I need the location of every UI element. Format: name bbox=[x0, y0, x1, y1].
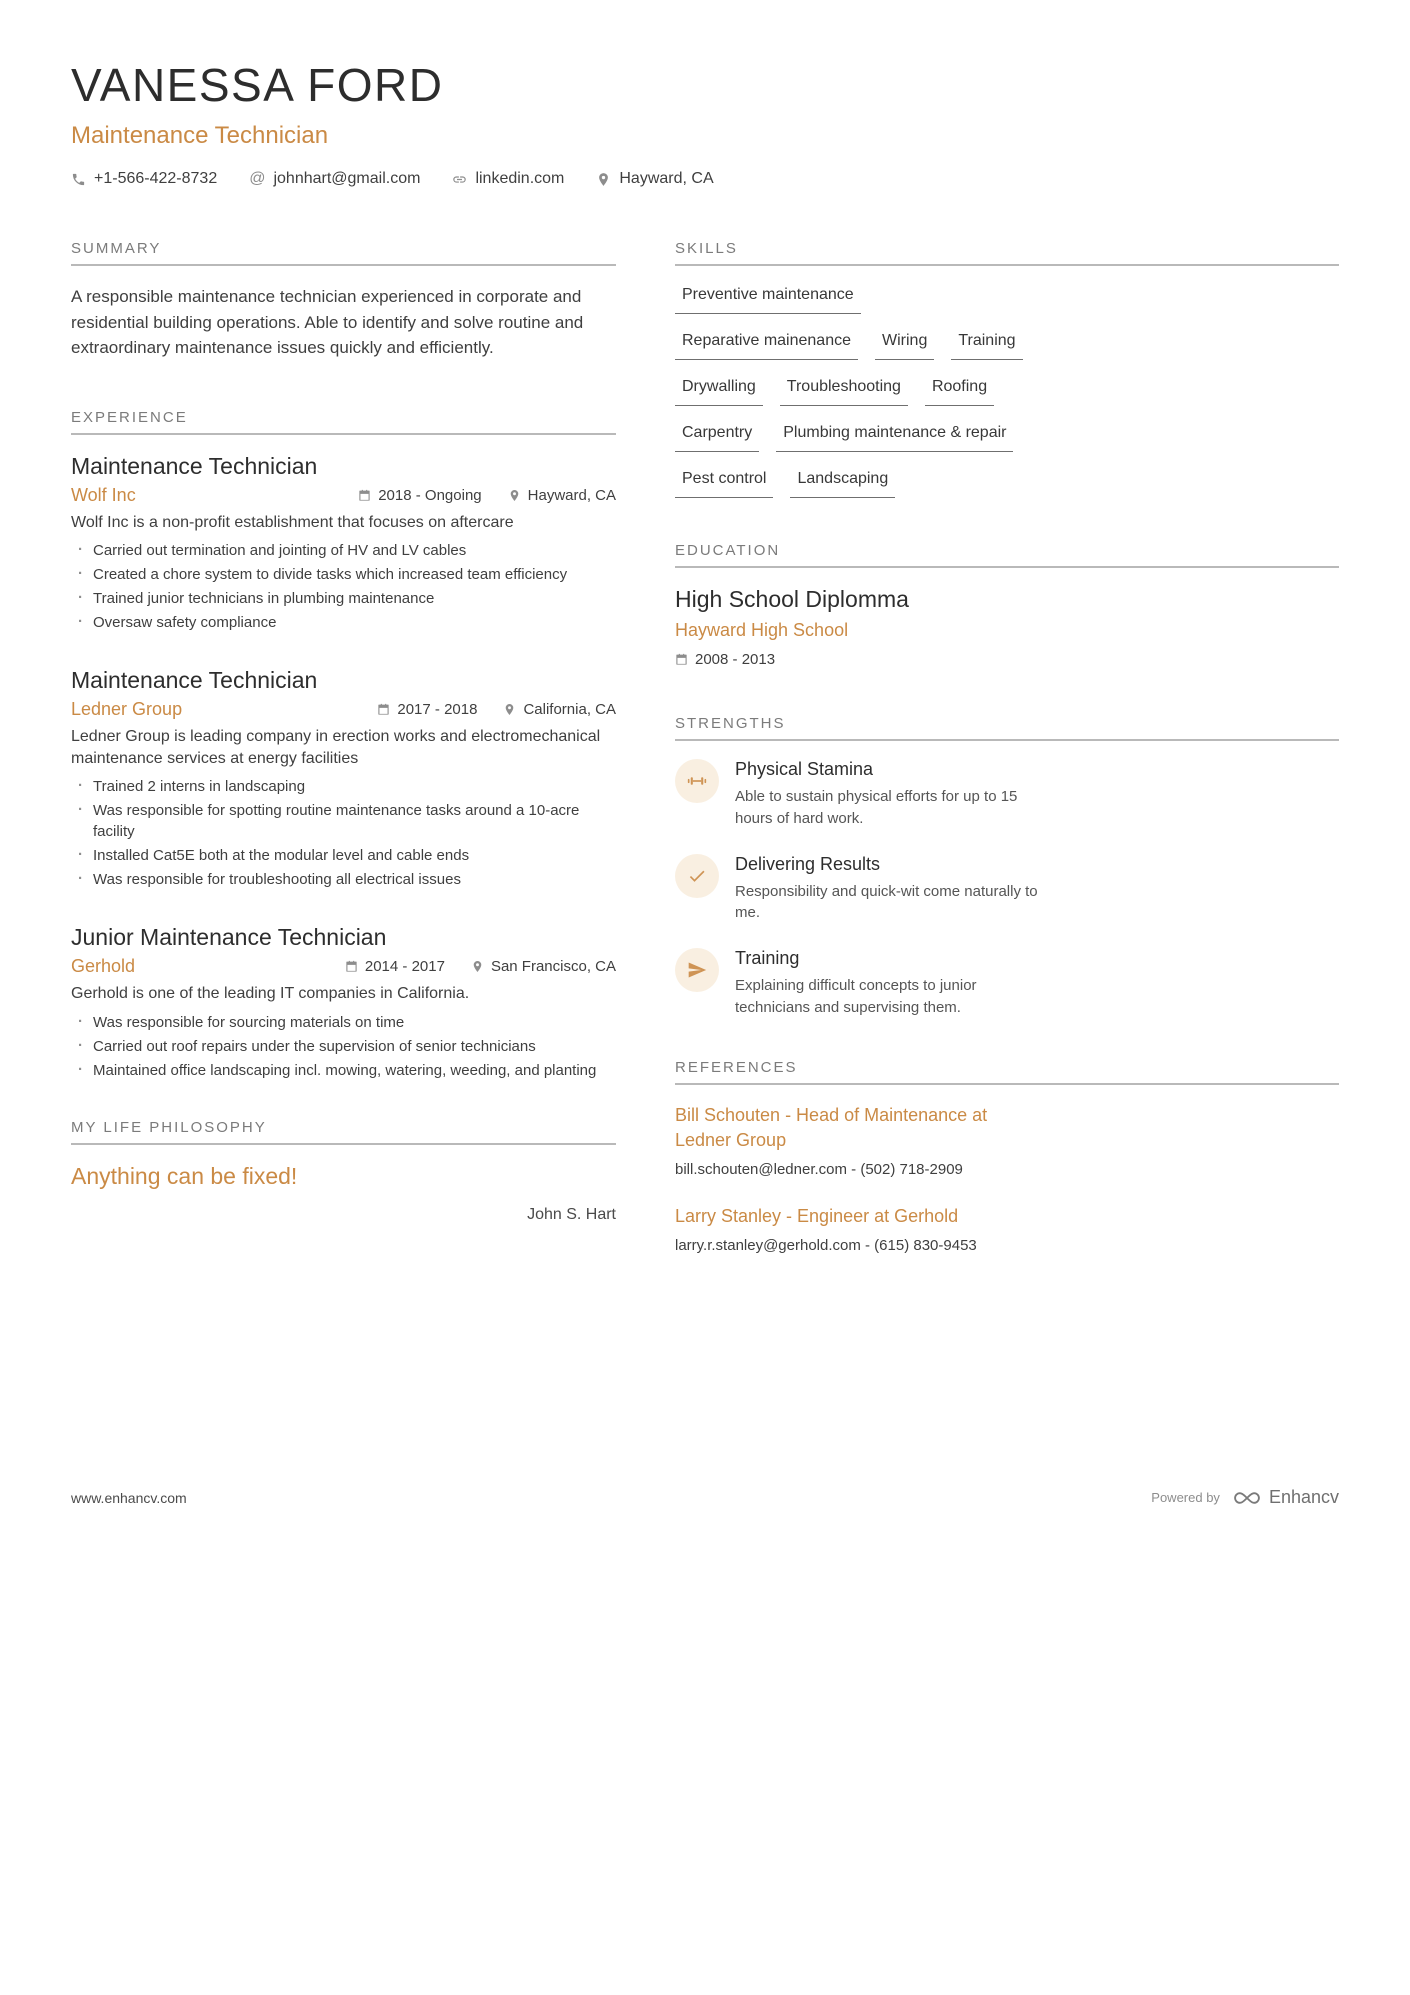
education-section bbox=[675, 542, 1339, 671]
bullet-item: · Trained 2 interns in landscaping bbox=[71, 776, 616, 797]
strength-text: Responsibility and quick-wit come naturally to me. bbox=[735, 882, 1038, 922]
person-job-title: Maintenance Technician bbox=[71, 122, 329, 149]
check-icon bbox=[675, 854, 719, 898]
experience-description: Wolf Inc is a non-profit establishment that focuses on aftercare bbox=[71, 513, 514, 531]
link-icon bbox=[452, 172, 467, 187]
strength-item bbox=[675, 948, 1339, 1019]
skill-tag: Pest control bbox=[675, 468, 773, 498]
bullet-item: · Maintained office landscaping incl. mowing, watering, weeding, and planting bbox=[71, 1060, 616, 1081]
dates-text: 2017 - 2018 bbox=[397, 701, 478, 719]
philosophy-heading: MY LIFE PHILOSOPHY bbox=[71, 1119, 616, 1145]
summary-section bbox=[71, 240, 616, 361]
experience-item bbox=[71, 667, 616, 890]
contact-phone bbox=[71, 170, 217, 188]
strength-text: Explaining difficult concepts to junior technicians and supervising them. bbox=[735, 977, 977, 1016]
experience-description: Ledner Group is leading company in erection works and electromechanical maintenance services at energy facilities bbox=[71, 728, 601, 767]
bullet-item: · Carried out termination and jointing of HV and LV cables bbox=[71, 540, 616, 561]
infinity-logo-icon bbox=[1232, 1490, 1262, 1506]
rocket-icon bbox=[675, 948, 719, 992]
phone-icon bbox=[71, 172, 86, 187]
experience-bullets bbox=[71, 1012, 616, 1081]
skill-row bbox=[675, 284, 1339, 314]
bullet-item: · Carried out roof repairs under the supervision of senior technicians bbox=[71, 1036, 616, 1057]
phone-number: +1-566-422-8732 bbox=[94, 170, 218, 187]
powered-by bbox=[1151, 1487, 1339, 1508]
strengths-heading: STRENGTHS bbox=[675, 715, 1339, 741]
experience-title: Junior Maintenance Technician bbox=[71, 924, 387, 951]
link-text[interactable]: linkedin.com bbox=[475, 170, 565, 187]
person-name: VANESSA FORD bbox=[71, 59, 444, 111]
experience-meta bbox=[71, 485, 616, 506]
skill-tag: Preventive maintenance bbox=[675, 284, 861, 314]
location-text: California, CA bbox=[523, 701, 616, 719]
location-pin-icon bbox=[471, 960, 484, 973]
bullet-item: · Installed Cat5E both at the modular level and cable ends bbox=[71, 845, 616, 866]
at-icon: @ bbox=[249, 170, 266, 187]
enhancv-site-link[interactable]: www.enhancv.com bbox=[71, 1489, 187, 1506]
strength-body bbox=[735, 948, 1053, 1019]
location-text: Hayward, CA bbox=[527, 486, 616, 504]
reference-item bbox=[675, 1103, 1339, 1178]
location-pin-icon bbox=[508, 489, 521, 502]
dates-text: 2018 - Ongoing bbox=[378, 486, 482, 504]
strength-title: Physical Stamina bbox=[735, 759, 874, 779]
skill-row bbox=[675, 468, 1339, 498]
contact-row bbox=[71, 170, 1339, 188]
experience-location bbox=[471, 958, 616, 975]
education-dates bbox=[675, 651, 775, 668]
experience-location bbox=[508, 487, 616, 504]
strength-text: Able to sustain physical efforts for up to 15 hours of hard work. bbox=[735, 788, 1018, 827]
bullet-item: · Was responsible for spotting routine maintenance tasks around a 10-acre facility bbox=[71, 800, 616, 842]
bullet-item: · Created a chore system to divide tasks which increased team efficiency bbox=[71, 564, 616, 585]
strength-item bbox=[675, 854, 1339, 925]
dates-text: 2014 - 2017 bbox=[364, 958, 445, 976]
experience-item bbox=[71, 924, 616, 1081]
experience-meta bbox=[71, 699, 616, 720]
experience-dates bbox=[358, 487, 481, 504]
email-text[interactable]: johnhart@gmail.com bbox=[273, 170, 421, 187]
location-pin-icon bbox=[596, 172, 611, 187]
calendar-icon bbox=[675, 653, 688, 666]
strength-title: Training bbox=[735, 948, 800, 968]
reference-name: Larry Stanley - Engineer at Gerhold bbox=[675, 1205, 959, 1226]
calendar-icon bbox=[377, 703, 390, 716]
skills-list bbox=[675, 284, 1339, 498]
experience-dates bbox=[377, 701, 477, 718]
experience-company: Gerhold bbox=[71, 956, 136, 977]
left-column bbox=[71, 240, 616, 1302]
philosophy-section bbox=[71, 1119, 616, 1224]
experience-dates bbox=[345, 958, 445, 975]
calendar-icon bbox=[358, 489, 371, 502]
experience-item bbox=[71, 453, 616, 634]
calendar-icon bbox=[345, 960, 358, 973]
skills-heading: SKILLS bbox=[675, 240, 1339, 266]
dates-text: 2008 - 2013 bbox=[695, 651, 776, 668]
strengths-section bbox=[675, 715, 1339, 1019]
location-pin-icon bbox=[503, 703, 516, 716]
education-heading: EDUCATION bbox=[675, 542, 1339, 568]
skill-row bbox=[675, 422, 1339, 452]
skill-tag: Carpentry bbox=[675, 422, 759, 452]
skill-tag: Reparative mainenance bbox=[675, 330, 858, 360]
skill-tag: Drywalling bbox=[675, 376, 763, 406]
dumbbell-icon bbox=[675, 759, 719, 803]
strength-body bbox=[735, 854, 1053, 925]
experience-bullets bbox=[71, 776, 616, 890]
experience-bullets bbox=[71, 540, 616, 633]
resume-header bbox=[71, 58, 1339, 188]
experience-description: Gerhold is one of the leading IT companies in California. bbox=[71, 985, 470, 1003]
bullet-item: · Was responsible for troubleshooting all electrical issues bbox=[71, 869, 616, 890]
reference-contact: larry.r.stanley@gerhold.com - (615) 830-9453 bbox=[675, 1237, 977, 1255]
reference-name: Bill Schouten - Head of Maintenance at Ledner Group bbox=[675, 1104, 988, 1150]
philosophy-author: John S. Hart bbox=[527, 1205, 616, 1223]
experience-heading: EXPERIENCE bbox=[71, 409, 616, 435]
strength-title: Delivering Results bbox=[735, 853, 881, 874]
references-heading: REFERENCES bbox=[675, 1059, 1339, 1085]
strength-item bbox=[675, 759, 1339, 830]
skill-tag: Roofing bbox=[925, 376, 994, 406]
page-footer bbox=[71, 1487, 1339, 1508]
location-text: Hayward, CA bbox=[619, 170, 714, 187]
summary-text: A responsible maintenance technician experienced in corporate and residential building operations. Able to identify and solve routine and extraordinary maintenance issues quickly and efficiently. bbox=[71, 287, 584, 357]
bullet-item: · Oversaw safety compliance bbox=[71, 612, 616, 633]
skill-tag: Wiring bbox=[875, 330, 934, 360]
experience-company: Ledner Group bbox=[71, 699, 183, 720]
experience-meta bbox=[71, 956, 616, 977]
enhancv-brand[interactable] bbox=[1232, 1487, 1339, 1508]
skill-tag: Landscaping bbox=[790, 468, 895, 498]
strength-body bbox=[735, 759, 1053, 830]
experience-company: Wolf Inc bbox=[71, 484, 136, 505]
location-text: San Francisco, CA bbox=[490, 958, 616, 976]
contact-link[interactable] bbox=[452, 170, 564, 188]
skill-tag: Plumbing maintenance & repair bbox=[776, 422, 1013, 452]
reference-contact: bill.schouten@ledner.com - (502) 718-2909 bbox=[675, 1160, 963, 1178]
experience-title: Maintenance Technician bbox=[71, 667, 318, 694]
experience-location bbox=[503, 701, 616, 718]
skill-row bbox=[675, 330, 1339, 360]
skill-tag: Troubleshooting bbox=[780, 376, 908, 406]
columns bbox=[71, 240, 1339, 1302]
education-school: Hayward High School bbox=[675, 620, 849, 640]
skills-section bbox=[675, 240, 1339, 498]
powered-by-label: Powered by bbox=[1151, 1490, 1220, 1505]
experience-section bbox=[71, 409, 616, 1081]
bullet-item: · Was responsible for sourcing materials on time bbox=[71, 1012, 616, 1033]
skill-tag: Training bbox=[951, 330, 1022, 360]
bullet-item: · Trained junior technicians in plumbing maintenance bbox=[71, 588, 616, 609]
skill-row bbox=[675, 376, 1339, 406]
references-section bbox=[675, 1059, 1339, 1255]
brand-text: Enhancv bbox=[1268, 1487, 1339, 1507]
summary-heading: SUMMARY bbox=[71, 240, 616, 266]
contact-email[interactable] bbox=[249, 170, 420, 188]
right-column bbox=[675, 240, 1339, 1302]
reference-item bbox=[675, 1204, 1339, 1254]
education-degree: High School Diplomma bbox=[675, 586, 909, 612]
experience-title: Maintenance Technician bbox=[71, 452, 318, 479]
philosophy-quote: Anything can be fixed! bbox=[71, 1162, 298, 1189]
contact-location bbox=[596, 170, 713, 188]
